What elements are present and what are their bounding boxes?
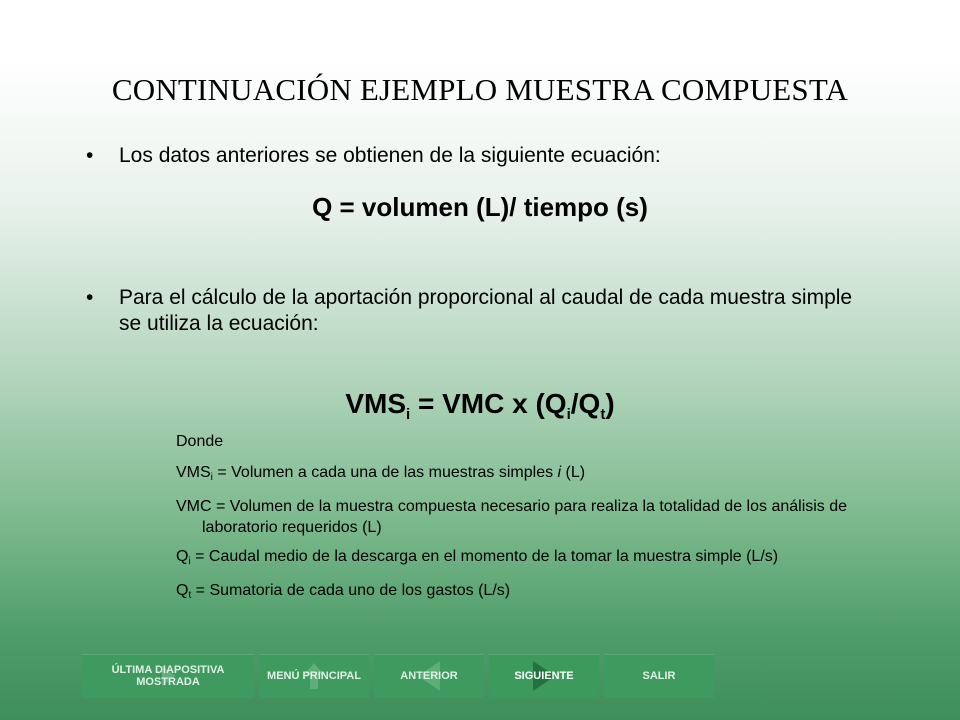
bullet-item xyxy=(86,143,876,169)
equation-vms-lhs-sub: i xyxy=(406,406,411,423)
previous-button[interactable] xyxy=(374,654,484,698)
definitions-list xyxy=(176,431,886,614)
definitions-heading: Donde xyxy=(176,433,224,450)
equation-vms-qi-sub: i xyxy=(566,406,571,423)
definition-vms-symbol: VMS xyxy=(176,464,211,481)
bullet-item xyxy=(86,285,876,337)
definition-qi xyxy=(176,546,886,572)
definition-qt-text: = Sumatoria de cada uno de los gastos (L/s) xyxy=(191,582,511,599)
slide-title: CONTINUACIÓN EJEMPLO MUESTRA COMPUESTA xyxy=(111,72,849,107)
definition-vms-sub: i xyxy=(210,472,213,483)
equation-flow: Q = volumen (L)/ tiempo (s) xyxy=(312,192,648,222)
definition-qt-sub: t xyxy=(188,590,192,601)
equation-vms-close: ) xyxy=(605,388,615,419)
equation-vms-qt-sub: t xyxy=(600,406,606,423)
definition-vms-italic: i xyxy=(557,464,562,481)
last-shown-slide-label: ÚLTIMA DIAPOSITIVA MOSTRADA xyxy=(111,664,225,688)
next-label: SIGUIENTE xyxy=(514,670,574,682)
main-menu-button[interactable] xyxy=(259,654,369,698)
definition-vms-text-pre: = Volumen a cada una de las muestras simples xyxy=(212,464,558,481)
definition-vmc: VMC = Volumen de la muestra compuesta necesario para realiza la totalidad de los análisis de laboratorio requeridos (L) xyxy=(176,498,848,536)
equation-vms-slash: /Q xyxy=(570,388,601,419)
bullet-text: Para el cálculo de la aportación proporcional al caudal de cada muestra simple se utiliza la ecuación: xyxy=(119,286,853,335)
exit-button[interactable] xyxy=(604,654,714,698)
equation-vms-lhs: VMS xyxy=(345,388,407,419)
definition-vms xyxy=(176,462,886,488)
definition-qi-text: = Caudal medio de la descarga en el momento de la tomar la muestra simple (L/s) xyxy=(190,548,779,565)
equation-vms xyxy=(0,388,960,423)
definition-vms-text-post: (L) xyxy=(561,464,586,481)
bullet-text: Los datos anteriores se obtienen de la siguiente ecuación: xyxy=(119,144,661,167)
main-menu-label: MENÚ PRINCIPAL xyxy=(267,670,361,682)
last-shown-slide-button[interactable] xyxy=(82,654,254,698)
exit-label: SALIR xyxy=(642,670,676,682)
bullet-dot: • xyxy=(86,286,94,309)
equation-vms-middle: = VMC x (Q xyxy=(410,388,567,419)
definition-qt xyxy=(176,580,886,606)
definition-qt-symbol: Q xyxy=(176,582,189,599)
definition-qi-sub: i xyxy=(188,556,191,567)
previous-label: ANTERIOR xyxy=(400,670,458,682)
next-button[interactable] xyxy=(489,654,599,698)
definition-qi-symbol: Q xyxy=(176,548,189,565)
bullet-dot: • xyxy=(86,144,94,167)
